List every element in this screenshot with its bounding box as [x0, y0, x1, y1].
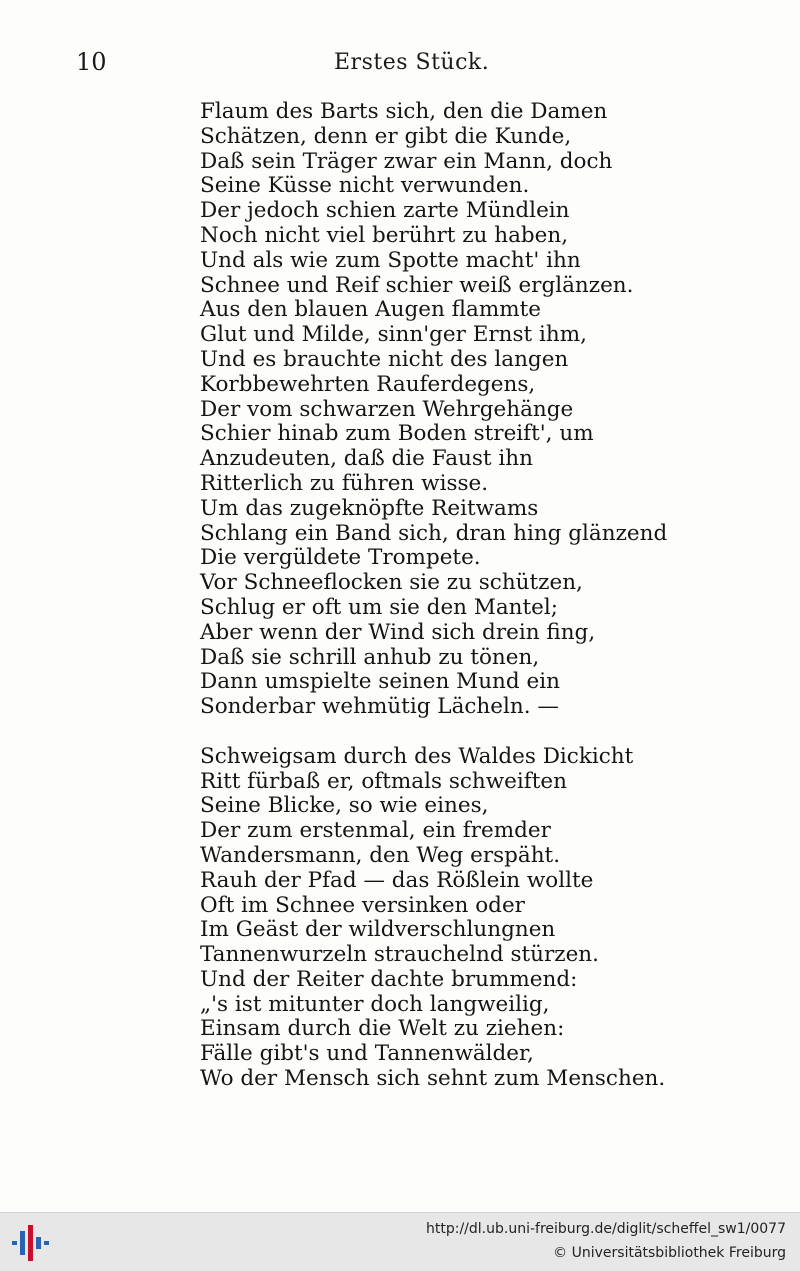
- verse-line: Schier hinab zum Boden streift', um: [200, 421, 594, 447]
- verse-line: Ritterlich zu führen wisse.: [200, 470, 489, 496]
- verse-line: Noch nicht viel berührt zu haben,: [200, 222, 569, 248]
- verse-line: Die vergüldete Trompete.: [200, 545, 481, 571]
- verse-line: Ritt fürbaß er, oftmals schweiften: [200, 768, 567, 794]
- stanza-2: [200, 745, 720, 1092]
- verse-line: Fälle gibt's und Tannenwälder,: [200, 1041, 534, 1067]
- verse-line: Im Geäst der wildverschlungnen: [200, 917, 556, 943]
- verse-line: Glut und Milde, sinn'ger Ernst ihm,: [200, 322, 587, 348]
- running-head: Erstes Stück.: [334, 50, 490, 75]
- verse-line: Korbbewehrten Rauferdegens,: [200, 371, 536, 397]
- verse-line: Der jedoch schien zarte Mündlein: [200, 198, 570, 224]
- verse-line: Schätzen, denn er gibt die Kunde,: [200, 123, 572, 149]
- verse-line: Oft im Schnee versinken oder: [200, 892, 525, 918]
- verse-line: Tannenwurzeln strauchelnd stürzen.: [200, 942, 599, 968]
- verse-line: Und der Reiter dachte brummend:: [200, 966, 578, 992]
- verse-line: Und es brauchte nicht des langen: [200, 346, 569, 372]
- verse-line: Um das zugeknöpfte Reitwams: [200, 495, 539, 521]
- verse-line: Der vom schwarzen Wehrgehänge: [200, 396, 574, 422]
- digilit-logo-icon: [10, 1223, 50, 1263]
- verse-line: Einsam durch die Welt zu ziehen:: [200, 1016, 565, 1042]
- verse-line: Rauh der Pfad — das Rößlein wollte: [200, 867, 594, 893]
- verse-line: Schnee und Reif schier weiß erglänzen.: [200, 272, 634, 298]
- verse-line: Schlug er oft um sie den Mantel;: [200, 594, 559, 620]
- verse-line: „'s ist mitunter doch langweilig,: [200, 991, 550, 1017]
- verse-line: Schlang ein Band sich, dran hing glänzend: [200, 520, 668, 546]
- verse-line: Wandersmann, den Weg erspäht.: [200, 842, 561, 868]
- verse-line: Seine Küsse nicht verwunden.: [200, 173, 530, 199]
- verse-line: Der zum erstenmal, ein fremder: [200, 818, 551, 844]
- viewer-footer: [0, 1212, 800, 1271]
- verse-line: Daß sie schrill anhub zu tönen,: [200, 644, 540, 670]
- page-number: 10: [76, 48, 107, 76]
- verse-line: Anzudeuten, daß die Faust ihn: [200, 446, 533, 472]
- verse-line: Dann umspielte seinen Mund ein: [200, 669, 560, 695]
- source-url-link[interactable]: http://dl.ub.uni-freiburg.de/diglit/scheffel_sw1/0077: [426, 1221, 786, 1237]
- verse-line: Wo der Mensch sich sehnt zum Menschen.: [200, 1066, 666, 1092]
- verse-line: Vor Schneeflocken sie zu schützen,: [200, 570, 583, 596]
- verse-line: Daß sein Träger zwar ein Mann, doch: [200, 148, 613, 174]
- verse-line: Aus den blauen Augen flammte: [200, 297, 541, 323]
- verse-line: Seine Blicke, so wie eines,: [200, 793, 489, 819]
- verse-line: Sonderbar wehmütig Lächeln. —: [200, 694, 559, 720]
- copyright-notice: © Universitätsbibliothek Freiburg: [553, 1245, 786, 1261]
- stanza-1: [200, 100, 720, 720]
- stanza-break: [200, 720, 720, 745]
- verse-line: Flaum des Barts sich, den die Damen: [200, 99, 608, 124]
- verse-line: Aber wenn der Wind sich drein fing,: [200, 619, 596, 645]
- poem-text: [200, 100, 720, 1092]
- verse-line: Und als wie zum Spotte macht' ihn: [200, 247, 581, 273]
- verse-line: Schweigsam durch des Waldes Dickicht: [200, 743, 634, 769]
